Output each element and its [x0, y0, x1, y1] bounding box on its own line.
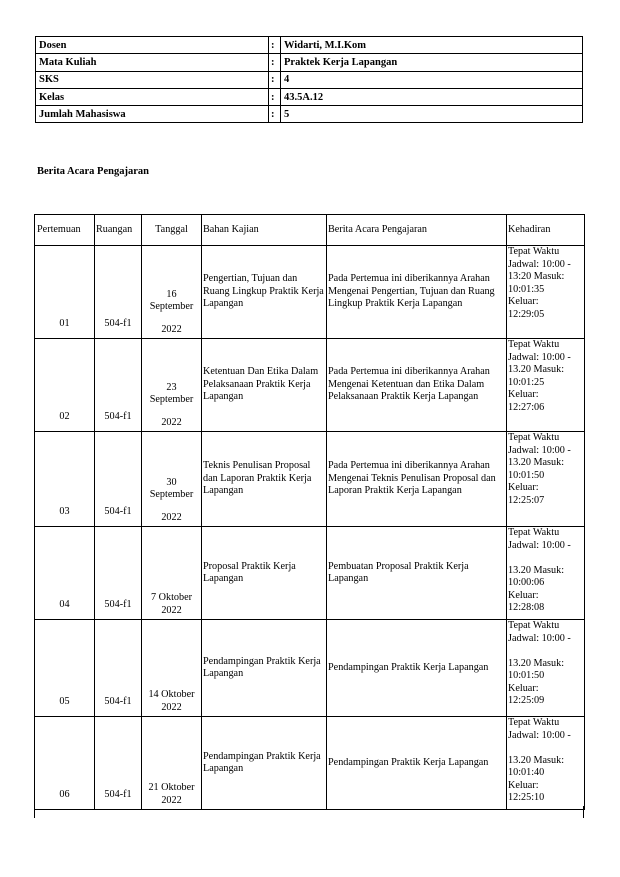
cell-tanggal	[142, 339, 202, 432]
kehadiran-line: 10:00:06	[508, 577, 545, 588]
kehadiran-line: Jadwal: 10:00 -	[508, 258, 571, 270]
tanggal-year: 2022	[161, 794, 182, 806]
cell-pertemuan: 05	[35, 620, 95, 717]
table-row	[35, 339, 585, 432]
kehadiran-line: 13.20 Masuk:	[508, 754, 565, 766]
cell-berita-acara: Pada Pertemua ini diberikannya Arahan Mengenai Ketentuan dan Etika Dalam Pelaksanaan Praktik Kerja Lapangan	[327, 339, 507, 432]
header-berita-acara: Berita Acara Pengajaran	[327, 215, 507, 246]
tanggal-day: 7 Oktober	[150, 592, 193, 603]
cell-ruangan: 504-f1	[95, 620, 142, 717]
kehadiran-line: 10:01:25	[508, 376, 545, 388]
tanggal-year: 2022	[161, 511, 182, 523]
info-separator: :	[269, 71, 281, 88]
kehadiran-line: Jadwal: 10:00 -	[508, 729, 571, 741]
cell-tanggal	[142, 246, 202, 339]
info-value: Widarti, M.I.Kom	[281, 37, 583, 54]
info-label: SKS	[36, 71, 269, 88]
kehadiran-line: 12:25:10	[508, 792, 545, 803]
cell-kehadiran	[507, 620, 585, 717]
tanggal-month: September	[149, 394, 194, 405]
kehadiran-line: Tepat Waktu	[508, 717, 560, 728]
cell-bahan-kajian: Pendampingan Praktik Kerja Lapangan	[202, 717, 327, 810]
cell-ruangan: 504-f1	[95, 527, 142, 620]
cell-kehadiran	[507, 717, 585, 810]
info-row-kelas	[36, 88, 583, 105]
cell-ruangan: 504-f1	[95, 717, 142, 810]
tanggal-day: 14 Oktober	[148, 689, 195, 700]
cell-bahan-kajian: Ketentuan Dan Etika Dalam Pelaksanaan Praktik Kerja Lapangan	[202, 339, 327, 432]
tanggal-day: 23	[166, 381, 177, 393]
info-value: 5	[281, 106, 583, 123]
tanggal-year: 2022	[161, 323, 182, 335]
cell-ruangan: 504-f1	[95, 432, 142, 527]
cell-kehadiran	[507, 339, 585, 432]
info-value: 43.5A.12	[281, 88, 583, 105]
info-row-mata-kuliah	[36, 54, 583, 71]
kehadiran-line	[508, 645, 583, 658]
kehadiran-line: Keluar:	[508, 779, 539, 791]
cell-kehadiran	[507, 246, 585, 339]
tanggal-month: September	[149, 301, 194, 312]
table-row	[35, 620, 585, 717]
kehadiran-line: 12:27:06	[508, 401, 545, 413]
cell-kehadiran	[507, 527, 585, 620]
header-ruangan: Ruangan	[95, 215, 142, 246]
tanggal-day: 21 Oktober	[148, 782, 195, 793]
kehadiran-line: 10:01:50	[508, 670, 545, 681]
kehadiran-line: Keluar:	[508, 389, 539, 400]
cell-berita-acara: Pada Pertemua ini diberikannya Arahan Mengenai Teknis Penulisan Proposal dan Laporan Praktik Kerja Lapangan	[327, 432, 507, 527]
info-separator: :	[269, 37, 281, 54]
kehadiran-line: 13.20 Masuk:	[508, 657, 565, 669]
cell-tanggal	[142, 527, 202, 620]
kehadiran-line: 10:01:35	[508, 283, 545, 295]
kehadiran-line: Jadwal: 10:00 -	[508, 632, 571, 644]
cell-tanggal	[142, 432, 202, 527]
kehadiran-line: Keluar:	[508, 682, 539, 694]
cell-pertemuan: 04	[35, 527, 95, 620]
kehadiran-line: 10:01:40	[508, 767, 545, 778]
tanggal-year: 2022	[161, 604, 182, 616]
kehadiran-line: Jadwal: 10:00 -	[508, 444, 571, 456]
info-label: Kelas	[36, 88, 269, 105]
kehadiran-line: 13.20 Masuk:	[508, 457, 565, 468]
info-label: Dosen	[36, 37, 269, 54]
kehadiran-line: Keluar:	[508, 589, 539, 601]
info-row-jumlah-mahasiswa	[36, 106, 583, 123]
header-pertemuan: Pertemuan	[35, 215, 95, 246]
table-row	[35, 717, 585, 810]
cell-berita-acara: Pendampingan Praktik Kerja Lapangan	[327, 620, 507, 717]
kehadiran-line: 12:28:08	[508, 602, 545, 613]
cell-bahan-kajian: Pengertian, Tujuan dan Ruang Lingkup Praktik Kerja Lapangan	[202, 246, 327, 339]
cell-bahan-kajian: Pendampingan Praktik Kerja Lapangan	[202, 620, 327, 717]
kehadiran-line	[508, 742, 583, 755]
info-separator: :	[269, 54, 281, 71]
cell-kehadiran	[507, 432, 585, 527]
info-value: Praktek Kerja Lapangan	[281, 54, 583, 71]
cell-tanggal	[142, 620, 202, 717]
cell-pertemuan: 03	[35, 432, 95, 527]
kehadiran-line: 13.20 Masuk:	[508, 564, 565, 576]
kehadiran-line: Keluar:	[508, 482, 539, 493]
kehadiran-line: Jadwal: 10:00 -	[508, 351, 571, 363]
kehadiran-line: 12:25:09	[508, 695, 545, 706]
info-row-dosen	[36, 37, 583, 54]
cell-ruangan: 504-f1	[95, 246, 142, 339]
kehadiran-line: Tepat Waktu	[508, 246, 560, 257]
cell-pertemuan: 02	[35, 339, 95, 432]
kehadiran-line: Jadwal: 10:00 -	[508, 539, 571, 551]
info-label: Jumlah Mahasiswa	[36, 106, 269, 123]
kehadiran-line: Tepat Waktu	[508, 432, 560, 443]
cell-bahan-kajian: Proposal Praktik Kerja Lapangan	[202, 527, 327, 620]
table-continuation	[34, 806, 584, 818]
cell-berita-acara: Pada Pertemua ini diberikannya Arahan Mengenai Pengertian, Tujuan dan Ruang Lingkup Praktik Kerja Lapangan	[327, 246, 507, 339]
kehadiran-line: Tepat Waktu	[508, 527, 560, 538]
cell-berita-acara: Pembuatan Proposal Praktik Kerja Lapangan	[327, 527, 507, 620]
kehadiran-line: Tepat Waktu	[508, 620, 560, 631]
info-row-sks	[36, 71, 583, 88]
cell-berita-acara: Pendampingan Praktik Kerja Lapangan	[327, 717, 507, 810]
kehadiran-line: 13:20 Masuk:	[508, 271, 565, 282]
tanggal-day: 16	[166, 288, 177, 300]
info-separator: :	[269, 106, 281, 123]
cell-pertemuan: 06	[35, 717, 95, 810]
kehadiran-line: 12:25:07	[508, 494, 545, 506]
kehadiran-line: 10:01:50	[508, 469, 545, 481]
header-tanggal: Tanggal	[142, 215, 202, 246]
cell-tanggal	[142, 717, 202, 810]
tanggal-year: 2022	[161, 701, 182, 713]
table-header-row	[35, 215, 585, 246]
teaching-log-table	[34, 214, 585, 810]
table-row	[35, 527, 585, 620]
kehadiran-line	[508, 552, 583, 565]
tanggal-year: 2022	[161, 416, 182, 428]
info-value: 4	[281, 71, 583, 88]
tanggal-day: 30	[166, 476, 177, 488]
info-label: Mata Kuliah	[36, 54, 269, 71]
table-row	[35, 432, 585, 527]
section-title: Berita Acara Pengajaran	[37, 166, 149, 177]
table-row	[35, 246, 585, 339]
header-bahan-kajian: Bahan Kajian	[202, 215, 327, 246]
cell-pertemuan: 01	[35, 246, 95, 339]
course-info-table	[35, 36, 583, 123]
cell-ruangan: 504-f1	[95, 339, 142, 432]
cell-bahan-kajian: Teknis Penulisan Proposal dan Laporan Praktik Kerja Lapangan	[202, 432, 327, 527]
header-kehadiran: Kehadiran	[507, 215, 585, 246]
kehadiran-line: 12:29:05	[508, 308, 545, 320]
kehadiran-line: Tepat Waktu	[508, 339, 560, 350]
kehadiran-line: 13.20 Masuk:	[508, 364, 565, 375]
info-separator: :	[269, 88, 281, 105]
kehadiran-line: Keluar:	[508, 296, 539, 307]
tanggal-month: September	[149, 489, 194, 500]
